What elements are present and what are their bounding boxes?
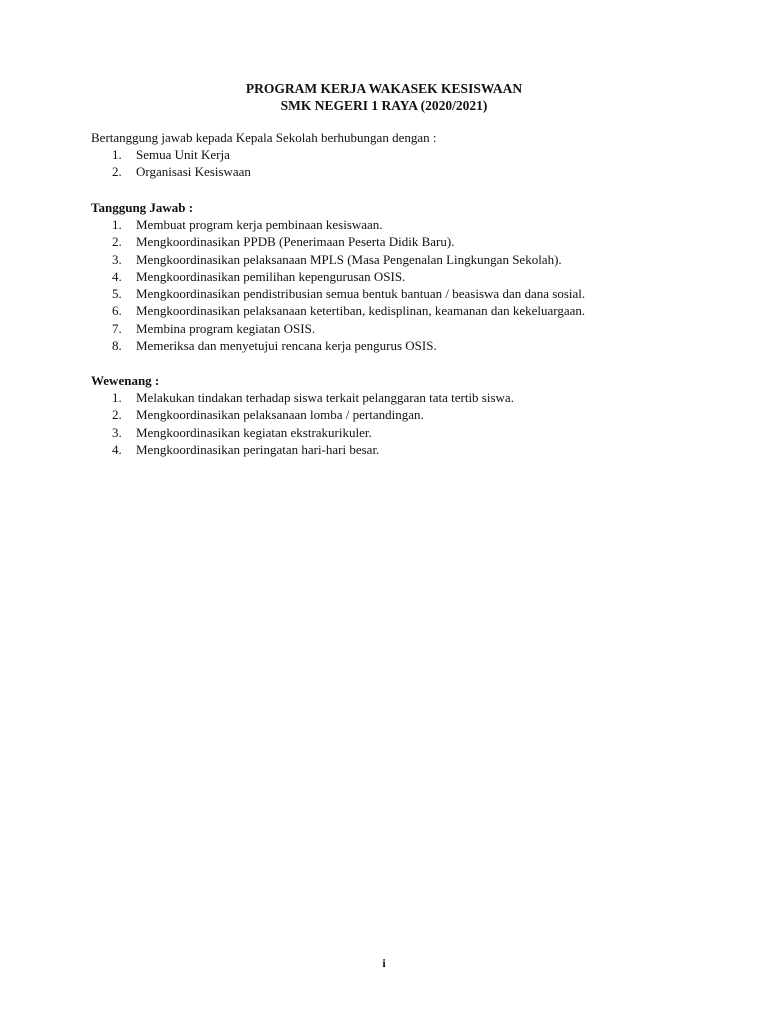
list-item-text: Melakukan tindakan terhadap siswa terkait pelanggaran tata tertib siswa. [136, 390, 514, 405]
list-item [91, 424, 731, 441]
intro-text: Bertanggung jawab kepada Kepala Sekolah berhubungan dengan : [91, 130, 437, 145]
list-item [91, 441, 731, 458]
list-item [91, 285, 731, 302]
list-item-text: Membina program kegiatan OSIS. [136, 320, 316, 336]
list-item-text: Mengkoordinasikan kegiatan ekstrakurikuler. [136, 424, 372, 440]
list-item-text: Mengkoordinasikan pelaksanaan lomba / pertandingan. [136, 407, 424, 423]
intro-list [91, 146, 731, 181]
document-title-line-2: SMK NEGERI 1 RAYA (2020/2021) [280, 98, 488, 113]
list-item-text: Mengkoordinasikan pelaksanaan ketertiban, kedisplinan, keamanan dan kekeluargaan. [136, 303, 586, 319]
list-item-text: Membuat program kerja pembinaan kesiswaan. [136, 217, 383, 232]
list-item [91, 268, 731, 285]
list-item [91, 337, 731, 354]
list-item-number: 2. [112, 407, 122, 423]
wewenang-section [91, 372, 731, 458]
list-item-text: Memeriksa dan menyetujui rencana kerja pengurus OSIS. [136, 338, 437, 354]
tanggung-jawab-heading: Tanggung Jawab : [91, 200, 194, 215]
list-item-number: 2. [112, 234, 122, 250]
wewenang-list [91, 389, 731, 458]
page-number: i [382, 956, 386, 970]
list-item-text: Mengkoordinasikan pendistribusian semua bentuk bantuan / beasiswa dan dana sosial. [136, 286, 586, 302]
list-item [91, 216, 731, 233]
wewenang-heading: Wewenang : [91, 373, 160, 388]
list-item-number: 2. [112, 164, 122, 180]
list-item-text: Mengkoordinasikan PPDB (Penerimaan Peserta Didik Baru). [136, 234, 455, 250]
list-item [91, 146, 731, 163]
list-item-number: 4. [112, 441, 122, 457]
list-item-text: Semua Unit Kerja [136, 147, 230, 162]
list-item-text: Mengkoordinasikan pemilihan kepengurusan OSIS. [136, 268, 406, 284]
list-item [91, 302, 731, 319]
list-item [91, 406, 731, 423]
list-item [91, 233, 731, 250]
list-item-number: 3. [112, 424, 122, 440]
list-item-number: 1. [112, 390, 122, 405]
list-item-number: 3. [112, 251, 122, 267]
list-item-number: 4. [112, 268, 122, 284]
intro-section [91, 129, 731, 181]
tanggung-jawab-list [91, 216, 731, 354]
document-title-line-1: PROGRAM KERJA WAKASEK KESISWAAN [245, 81, 523, 96]
list-item-text: Mengkoordinasikan peringatan hari-hari besar. [136, 441, 380, 457]
list-item-number: 5. [112, 286, 122, 302]
list-item-number: 7. [112, 320, 122, 336]
list-item-text: Mengkoordinasikan pelaksanaan MPLS (Masa Pengenalan Lingkungan Sekolah). [136, 251, 562, 267]
list-item-number: 6. [112, 303, 122, 319]
list-item-text: Organisasi Kesiswaan [136, 164, 251, 180]
list-item-number: 1. [112, 217, 122, 232]
list-item [91, 389, 731, 406]
tanggung-jawab-section [91, 199, 731, 354]
list-item-number: 1. [112, 147, 122, 162]
list-item [91, 163, 731, 180]
list-item-number: 8. [112, 338, 122, 354]
list-item [91, 251, 731, 268]
list-item [91, 320, 731, 337]
